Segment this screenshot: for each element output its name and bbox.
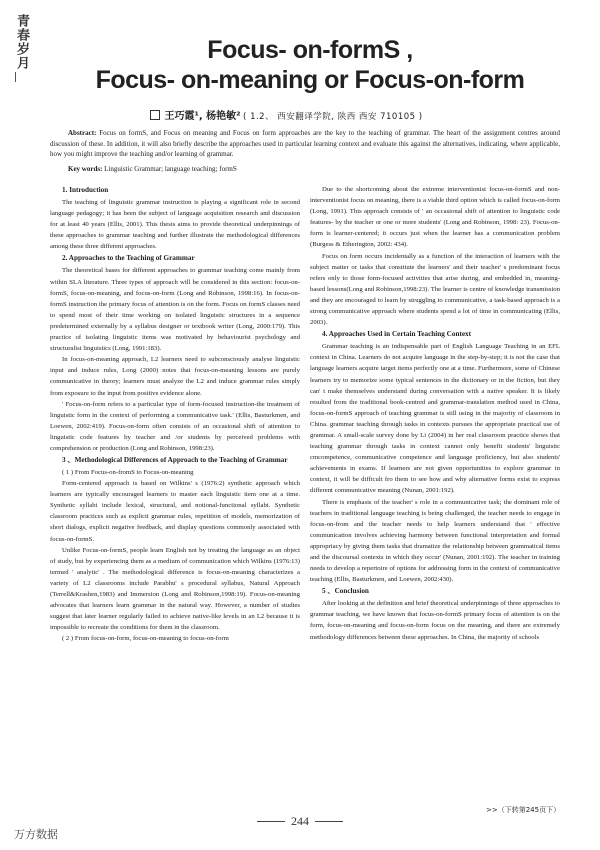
section-heading: 3 、Methodological Differences of Approach to the Teaching of Grammar <box>62 456 288 465</box>
paragraph: Unlike Focus-on-formS, people learn English not by treating the language as an object of study, but by experiencing them as a medium of communication which Wilkins (1976:13) termed ' analytic' . The methodological difference is focus-on-meaning characterizes a variety of L2 classrooms include Parabhu' s procedural syllabus, Natural Approach (Terrell&Krashen,1983) and Immersion (Long and Robinson,1998:19). Focus-on-meaning advocates that learners learn grammar in the natural way. However, a number of studies suggest that later learner regularly failed to achieve native-like levels in an L2 because it is impossible to recreate the conditions for them in the classroom. <box>50 546 300 632</box>
source-watermark: 万方数据 <box>14 828 58 841</box>
keywords <box>68 164 558 174</box>
title-line-2: Focus- on-meaning or Focus-on-form <box>95 66 525 94</box>
paragraph: Grammar teaching is an indispensable part of English Language Teaching in an EFL context in China. Learners do not acquire language in the step-by-step; it is not the case that language learners acquire target items perfectly one at a time. Furthermore, some of Chinese learners try to memorize some typical sentences in the dictionary or in the fiction, but they can' t make themselves understand during conversation with a native speaker. It is likely resulted from the traditional book-centred and grammar-translation method used in China, focus-on-formS approach of teaching grammar is still using in the majority of classroom in China. grammar teaching through tasks in contexts pursues the appropriate practical use of grammar. A small-scale survey done by Li (2004) in her real classroom practice shows that teaching grammar through tasks in context cannot only benefit students' linguistic cmcompetence, communicative competence and language proficiency, but also students' achievements in exams. If learners are not given opportunities to explore grammar in context, it will be difficult fro them to see how and why alternative forms exist to express different communicative meaning (Nunan, 2001:192). <box>310 343 560 495</box>
subsection-heading: ( 1 ) From Focus-on-fromS to Focus-on-meaning <box>62 469 194 477</box>
title-line-1: Focus- on-formS , <box>207 36 413 64</box>
journal-side-mark: 青春岁月 <box>14 14 29 70</box>
paragraph: There is emphasis of the teacher' s role in a communicative task; the dominant role of teachers in traditional language teaching is being challenged, the teacher needs to engage in focus-on-from and the teacher needs to help learners understand that ' effective communication involves achieving harmony between functional interpretation and formal appropriacy by giving them tasks that dramatize the relationship between grammatical items and the discoursal contexts in which they occur' (Nunan, 2001:192). The teacher in training needs to develop a repertoire of options for addressing form in the context of communicative teaching (Ellis, Basturkmen, and Loewen, 2002:430). <box>310 498 560 584</box>
continued-note: >>（下转第245页下） <box>486 806 561 814</box>
section-heading: 4. Approaches Used in Certain Teaching Context <box>322 330 472 339</box>
paragraph: The teaching of linguistic grammar instruction is playing a significant role in second language pedagogy; it has been the subject of language acquisition research and discussion for at least 40 years (Ellis, 2001). This thesis aims to provide theoretical underpinnings of these approaches to grammar teaching and further illustrate the methodological differences among these three different approaches. <box>50 199 300 251</box>
paragraph: Due to the shortcoming about the extreme interventionist focus-on-formS and non-interventionist focus on meaning, there is a viable third option which is called focus-on-form (Long, 1991). This approach consists of ' an occasional shift of attention to linguistic code features- by the teacher or one or more students' (Long and Robinson, 1998: 23). Focus-on-form is learner-centered; it occurs just when the learner has a communication problem (Burgess & Etherington, 2002: 434). <box>310 186 560 249</box>
author-names: 王巧霞¹, 杨艳敏² <box>164 111 241 122</box>
keywords-label: Key words: <box>68 165 103 173</box>
square-icon <box>150 110 160 120</box>
abstract-text: Focus on formS, and Focus on meaning and Focus on form approaches are the key to the teaching of grammar. The heart of the assignment centres around discussion of these. In addition, it will also briefly describe the approaches used in particular learning context and evaluate this against the alternatives, indicating, where applicable, how you might improve the teaching and/or learning of grammar. <box>50 129 561 158</box>
page-number <box>240 814 360 829</box>
author-line <box>150 107 550 122</box>
paragraph: Form-centered approach is based on Wilkins' s (1976:2) synthetic approach which learners are typically encouraged learners to master each linguistic item one at a time. Synthetic syllabi include lexical, structural, and notional-functional syllabi. Synthetic classroom practices such as explicit grammar rules, repetition of models, memorization of short dialogs, explicit negative feedback, and display questions commonly associated with focus-on-formS. <box>50 480 300 543</box>
left-column <box>50 184 300 644</box>
paragraph: ' Focus-on-form refers to a particular type of form-focused instruction-the treatment of linguistic form in the context of performing a communicative task.' (Ellis, Basturkmen, and Loewen, 2002:419). Focus-on-form often consists of an occasional shift of attention to linguistic code features by teacher and /or students by perceived problems with comprehension or production (Long and Robinson, 1998:23). <box>50 400 300 452</box>
right-column <box>310 184 560 643</box>
paragraph: The theoretical bases for different approaches to grammar teaching come mainly from within SLA literature. Three types of approach will be considered in this section: focus-on-formS, focus-on-meaning, and focus-on-form (Long and Robinson, 1998:16). In focus-on-formS instruction the primary focus of attention is on the form. Focus on formS classes need to spend most of their time working on isolated linguistic structures in a sequence predetermined externally by a syllabus designer or textbook writer (Long, 2000:179). This practice of isolating linguistic items was motivated by behaviourist psychology and structuralist linguistics (Long, 1991:183). <box>50 267 300 353</box>
abstract <box>50 128 560 160</box>
side-divider <box>15 72 16 82</box>
subsection-heading: ( 2 ) From focus-on-form, focus-on-meaning to focus-on-form <box>62 635 229 643</box>
author-affiliation: ( 1.2、 西安翻译学院, 陕西 西安 710105 ) <box>243 112 423 122</box>
paragraph: Focus on form occurs incidentally as a function of the interaction of learners with the subject matter or tasks that constitute the learners' and their teacher' s predominant focus refers only to those form-focused activities that arise during, and embedded in, meaning-based lessons(Long and Robinson,1998:23). The learner is centre of knowledge transmission and they are encouraged to learn by struggling to communicative, a task-based approach is a strong communicative approach where students spend a lot of time in communicating (Ellis, 2003). <box>310 252 560 327</box>
paragraph: In focus-on-meaning approach, L2 learners need to subconsciously analyse linguistic input and induce rules, Long (2000) notes that focus-on-meaning lessons are purely communicative in theory; learners must analyze the L2 and induce grammar rules simply from exposure to the input from positive evidence alone. <box>50 356 300 397</box>
ornament-left <box>257 821 285 822</box>
section-heading: 5 、Conclusion <box>322 587 369 596</box>
section-heading: 2. Approaches to the Teaching of Grammar <box>62 254 195 263</box>
page-number-text: 244 <box>291 814 309 828</box>
paragraph: After looking at the definition and brief theoretical underpinnings of three approaches to grammar teaching, we have known that focus-on-formS primary focus of attention is on the form, focus-on-meaning and focus-on-form focus on the meaning, and there are extremely methodology differences between these approaches. In China, the majority of schools <box>310 600 560 641</box>
ornament-right <box>315 821 343 822</box>
abstract-label: Abstract: <box>68 129 97 137</box>
section-heading: 1. Introduction <box>62 186 109 194</box>
keywords-text: Linguistic Grammar; language teaching; formS <box>104 165 237 173</box>
